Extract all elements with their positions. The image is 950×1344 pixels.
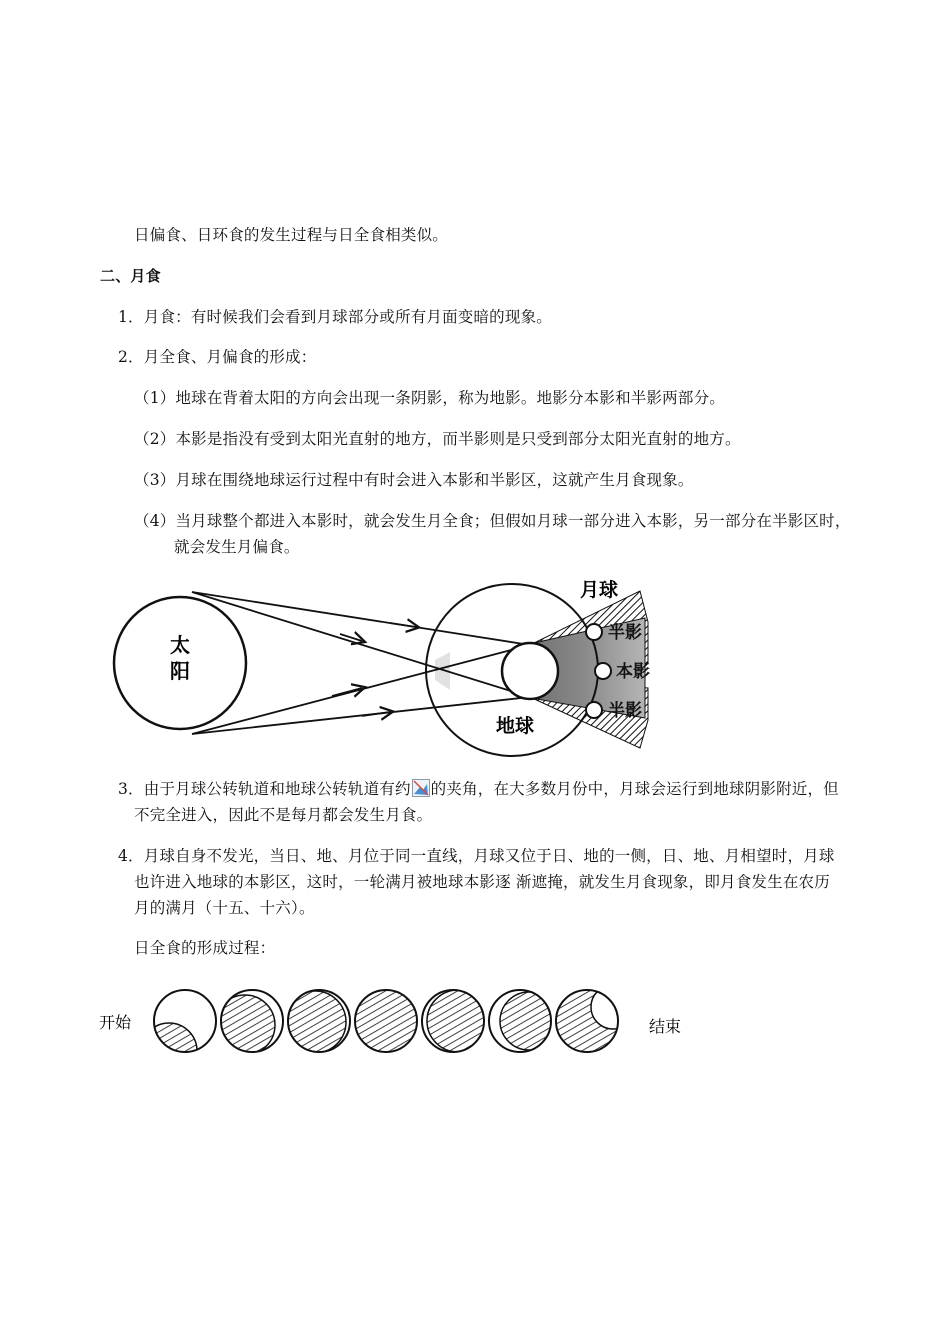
sub-item-3: （3）月球在围绕地球运行过程中有时会进入本影和半影区，这就产生月食现象。 [134,471,694,489]
eclipse-phases-diagram [95,985,695,1057]
item-3-line-1 [118,776,839,802]
umbra-label: 本影 [616,662,650,682]
item-3-line-2: 不完全进入，因此不是每月都会发生月食。 [134,806,433,824]
penumbra-bottom-label: 半影 [608,701,642,721]
section-title: 二、月食 [100,267,161,285]
sub-item-4-line-2: 就会发生月偏食。 [174,538,300,556]
moon-top [586,624,602,640]
earth [502,643,558,699]
ray-4 [192,697,530,734]
item-4-line-3: 月的满月（十五、十六）。 [134,899,315,917]
sun-label-1: 太 [170,633,190,657]
moon-bottom [586,702,602,718]
start-label: 开始 [99,1013,132,1032]
sun-label-2: 阳 [170,659,190,683]
lunar-eclipse-diagram [100,572,680,762]
phase-2 [215,990,283,1055]
arrow-1 [390,623,416,627]
sub-item-2: （2）本影是指没有受到太阳光直射的地方，而半影则是只受到部分太阳光直射的地方。 [134,430,741,448]
moon-label: 月球 [580,579,619,601]
item-4-line-2: 也许进入地球的本影区，这时，一轮满月被地球本影逐 渐遮掩，就发生月食现象，即月食发生在农历 [134,873,830,891]
item-1: 1．月食：有时候我们会看到月球部分或所有月面变暗的现象。 [118,308,552,326]
ray-1 [192,592,530,645]
phase-4 [355,990,417,1052]
broken-image-icon [412,779,430,797]
phase-3 [284,990,350,1053]
arrow-4 [362,712,390,716]
phase-1 [141,990,216,1057]
earth-label: 地球 [496,715,535,737]
process-title: 日全食的形成过程： [134,939,276,957]
sub-item-1: （1）地球在背着太阳的方向会出现一条阴影，称为地影。地影分本影和半影两部分。 [134,389,725,407]
item-2: 2．月全食、月偏食的形成： [118,348,317,366]
intro-paragraph: 日偏食、日环食的发生过程与日全食相类似。 [134,226,449,244]
end-label: 结束 [649,1017,682,1036]
item-3-text-b: 的夹角，在大多数月份中，月球会运行到地球阴影附近，但 [430,780,839,798]
phase-6 [489,990,558,1052]
phase-7 [556,985,635,1052]
item-3-text-a: 3．由于月球公转轨道和地球公转轨道有约 [118,780,411,798]
sub-item-4-line-1: （4）当月球整个都进入本影时，就会发生月全食；但假如月球一部分进入本影，另一部分在半影区时， [134,512,851,530]
arrow-2 [340,634,362,641]
penumbra-top-label: 半影 [608,623,642,643]
arrow-3 [332,688,362,696]
moon-middle [595,663,611,679]
phase-5 [422,990,489,1052]
item-4-line-1: 4．月球自身不发光，当日、地、月位于同一直线，月球又位于日、地的一侧，日、地、月相望时，月球 [118,847,835,865]
